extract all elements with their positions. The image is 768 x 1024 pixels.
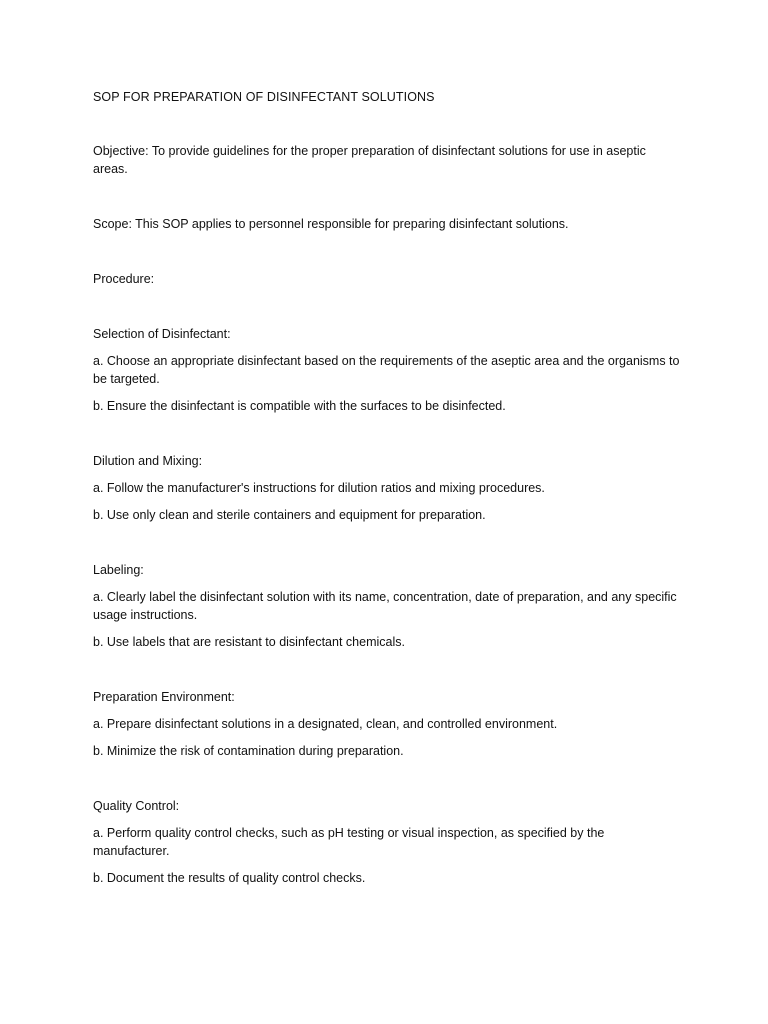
- list-item: b. Minimize the risk of contamination during preparation.: [93, 744, 404, 758]
- section-heading: Dilution and Mixing:: [93, 454, 203, 468]
- procedure-heading: Procedure:: [93, 272, 155, 286]
- objective-paragraph: Objective: To provide guidelines for the proper preparation of disinfectant solutions for use in aseptic areas.: [93, 144, 646, 176]
- section-heading: Labeling:: [93, 563, 144, 577]
- section-heading: Quality Control:: [93, 799, 180, 813]
- section-heading: Preparation Environment:: [93, 690, 235, 704]
- section-labeling: [93, 561, 683, 651]
- list-item: b. Document the results of quality control checks.: [93, 871, 366, 885]
- list-item: a. Choose an appropriate disinfectant based on the requirements of the aseptic area and the organisms to be targeted.: [93, 354, 680, 386]
- section-quality-control: [93, 797, 683, 887]
- scope-paragraph: Scope: This SOP applies to personnel responsible for preparing disinfectant solutions.: [93, 217, 569, 231]
- list-item: b. Use only clean and sterile containers and equipment for preparation.: [93, 508, 486, 522]
- list-item: b. Use labels that are resistant to disinfectant chemicals.: [93, 635, 405, 649]
- list-item: b. Ensure the disinfectant is compatible with the surfaces to be disinfected.: [93, 399, 506, 413]
- section-selection-of-disinfectant: [93, 325, 683, 415]
- section-preparation-environment: [93, 688, 683, 760]
- document-title: SOP FOR PREPARATION OF DISINFECTANT SOLUTIONS: [93, 90, 435, 104]
- section-dilution-and-mixing: [93, 452, 683, 524]
- section-heading: Selection of Disinfectant:: [93, 327, 231, 341]
- list-item: a. Clearly label the disinfectant solution with its name, concentration, date of preparation, and any specific usage instructions.: [93, 590, 677, 622]
- document-body: [93, 88, 683, 924]
- list-item: a. Perform quality control checks, such as pH testing or visual inspection, as specified by the manufacturer.: [93, 826, 605, 858]
- list-item: a. Prepare disinfectant solutions in a designated, clean, and controlled environment.: [93, 717, 558, 731]
- list-item: a. Follow the manufacturer's instructions for dilution ratios and mixing procedures.: [93, 481, 545, 495]
